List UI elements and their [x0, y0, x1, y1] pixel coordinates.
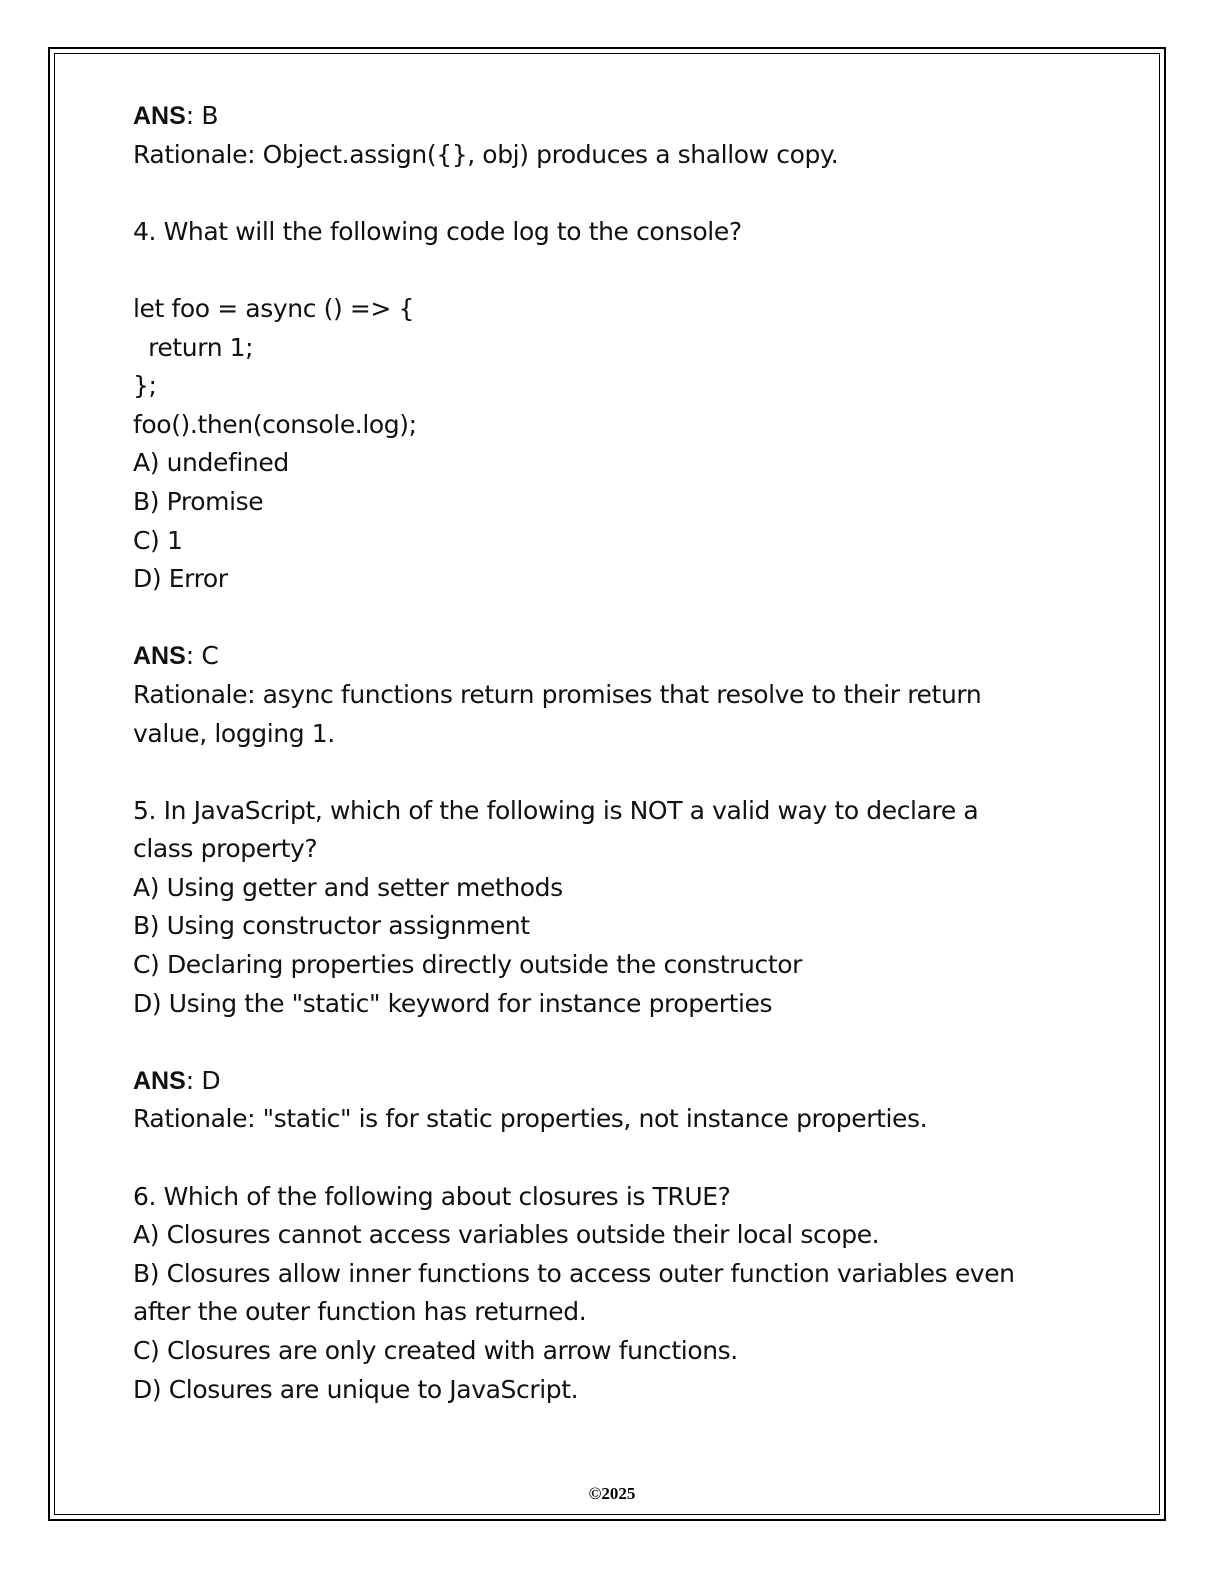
q5-question: class property? — [133, 834, 318, 864]
spacer — [133, 753, 1093, 792]
q4-option-d: D) Error — [133, 564, 228, 594]
spacer — [133, 1023, 1093, 1062]
q5-rationale: Rationale: "static" is for static properties, not instance properties. — [133, 1104, 928, 1134]
q6-option-a: A) Closures cannot access variables outside their local scope. — [133, 1220, 880, 1250]
q4-rationale: value, logging 1. — [133, 718, 335, 748]
q5-answer-value: : D — [185, 1065, 221, 1095]
q4-option-b: B) Promise — [133, 486, 264, 516]
q4-code-line: foo().then(console.log); — [133, 409, 417, 439]
q3-rationale: Rationale: Object.assign({}, obj) produces a shallow copy. — [133, 139, 839, 169]
q4-answer-line — [133, 637, 1093, 676]
q5-answer-line — [133, 1062, 1093, 1101]
q5-answer-label: ANS — [133, 1066, 186, 1095]
q6-question: 6. Which of the following about closures is TRUE? — [133, 1181, 731, 1211]
q4-code-line: let foo = async () => { — [133, 293, 414, 323]
q4-code-line: }; — [133, 371, 157, 401]
q4-answer-label: ANS — [133, 642, 186, 671]
page-content — [133, 97, 1093, 1409]
q5-option-c: C) Declaring properties directly outside the constructor — [133, 950, 803, 980]
spacer — [133, 174, 1093, 213]
q5-option-d: D) Using the "static" keyword for instance properties — [133, 988, 773, 1018]
q4-question: 4. What will the following code log to the console? — [133, 216, 742, 246]
spacer — [133, 1139, 1093, 1178]
copyright-footer: ©2025 — [588, 1484, 636, 1503]
q4-code-line: return 1; — [133, 332, 254, 362]
q4-option-a: A) undefined — [133, 448, 289, 478]
q6-option-b-continued: after the outer function has returned. — [133, 1297, 587, 1327]
q3-answer-label: ANS — [133, 102, 186, 130]
q6-option-c: C) Closures are only created with arrow functions. — [133, 1336, 738, 1365]
q6-option-d: D) Closures are unique to JavaScript. — [133, 1374, 579, 1404]
spacer — [133, 599, 1093, 638]
q3-answer-line — [133, 97, 1093, 136]
q5-option-a: A) Using getter and setter methods — [133, 872, 563, 902]
q5-question: 5. In JavaScript, which of the following is NOT a valid way to declare a — [133, 795, 979, 825]
q4-option-c: C) 1 — [133, 525, 183, 555]
spacer — [133, 251, 1093, 290]
q6-option-b: B) Closures allow inner functions to access outer function variables even — [133, 1258, 1015, 1288]
q5-option-b: B) Using constructor assignment — [133, 911, 530, 941]
q3-answer-value: : B — [185, 101, 219, 130]
q4-rationale: Rationale: async functions return promises that resolve to their return — [133, 679, 982, 709]
q4-answer-value: : C — [185, 641, 219, 671]
